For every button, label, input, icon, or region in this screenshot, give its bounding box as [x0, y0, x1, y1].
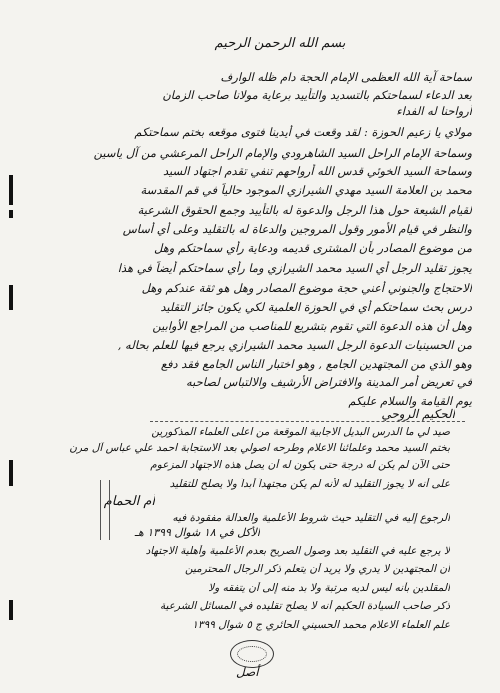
binding-mark	[9, 285, 13, 310]
letter-line: بعد الدعاء لسماحتكم بالتسديد والتأييد برعاية مولانا صاحب الزمان	[162, 88, 472, 102]
signature-line: أم الحمام	[103, 494, 155, 509]
signature-line: على أنه لا يجوز التقليد له لأنه لم يكن مجتهداً أبداً ولا يصلح للتقليد	[169, 478, 450, 490]
signature-line: أن المجتهدين لا يدري ولا يريد أن يتعلم ذكر الرجال المحترمين	[185, 563, 450, 575]
letter-line: مولاي يا زعيم الحوزة : لقد وقعت في أيدينا فتوى موقعه بختم سماحتكم	[134, 125, 472, 139]
letter-line: الاحتجاج والجنوني أعني حجة موضوع المصادر وهل هو ثقة عندكم وهل	[141, 281, 472, 295]
letter-line: درس بحث سماحتكم أي في الحوزة العلمية لكي يكون جائز التقليد	[160, 300, 472, 314]
letter-line: وهو الذي من المجتهدين الجامع , وهو اختبار الناس الجامع فقد دفع	[160, 357, 472, 371]
letter-line: أرواحنا له الفداء	[396, 104, 472, 118]
letter-line: سماحة آية الله العظمى الإمام الحجة دام ظله الوارف	[220, 70, 472, 84]
signature-line: الرجوع إليه في التقليد حيث شروط الأعلمية والعدالة مفقودة فيه	[172, 512, 450, 524]
signature-line: صيد لي ما الدرس البديل الاجابية الموقعة من اعلى العلماء المذكورين	[151, 426, 450, 438]
letter-line: يجوز تقليد الرجل أي السيد محمد الشيرازي وما رأي سماحتكم أيضاً في هذا	[117, 261, 472, 275]
letter-line: لقيام الشيعة حول هذا الرجل والدعوة له بالتأييد وجمع الحقوق الشرعية	[137, 203, 472, 217]
seal-stamp	[230, 640, 274, 668]
binding-mark	[9, 600, 13, 620]
signature-line: حتى الآن لم يكن له درجة حتى يكون له أن يصل هذه الاجتهاد المزعوم	[150, 459, 450, 471]
binding-margin	[0, 0, 22, 693]
letter-line: من الحسينيات الدعوة الرجل السيد محمد الشيرازي يرجع فيها للعلم بحاله ,	[117, 338, 472, 352]
signature-line: لا يرجع عليه في التقليد بعد وصول الصريح بعدم الأعلمية وأهلية الاجتهاد	[145, 545, 450, 557]
footer-note: أصل	[236, 665, 259, 679]
basmala: بسم الله الرحمن الرحيم	[214, 36, 346, 51]
letter-line: وهل أن هذه الدعوة التي تقوم بتشريع للمناصب من المراجع الأوابين	[152, 319, 472, 333]
signature-line: المقلدين بأنه ليس لديه مرتبة ولا بد منه إلى أن يتفقه ولا	[208, 582, 450, 594]
letter-line: والنظر في قيام الأمور وقول المروجين والدعاة له بالتقليد وعلى أي أساس	[122, 222, 472, 236]
signature-line: الأكل في ١٨ شوال ١٣٩٩ هـ	[134, 526, 260, 539]
binding-mark	[9, 210, 13, 218]
binding-mark	[9, 460, 13, 486]
signature-line: ذكر صاحب السيادة الحكيم أنه لا يصلح تقليده في المسائل الشرعية	[159, 600, 450, 612]
letter-line: يوم القيامة والسلام عليكم	[348, 394, 472, 408]
letter-line: في تعريض أمر المدينة والافتراض الأرشيف والالتباس لصاحبه	[185, 375, 472, 389]
divider	[150, 421, 465, 422]
signature-line: علم العلماء الاعلام محمد الحسيني الحائري ج ٥ شوال ١٣٩٩	[192, 619, 450, 631]
signer-right: الحكيم الروحي	[381, 407, 455, 421]
letter-line: من موضوع المصادر بأن المشترى قديمه ودعاية رأي سماحتكم وهل	[154, 241, 472, 255]
letter-line: وسماحة السيد الخوئي قدس الله أرواحهم تنفي تقدم اجتهاد السيد	[162, 164, 472, 178]
binding-mark	[9, 175, 13, 205]
signature-line: بختم السيد محمد وعلمائنا الاعلام وطرحه اصولي بعد الاستجابة احمد علي عباس آل مرن	[69, 442, 450, 454]
letter-line: محمد بن العلامة السيد مهدي الشيرازي الموجود حالياً في قم المقدسة	[140, 183, 472, 197]
letter-line: وسماحة الإمام الراحل السيد الشاهرودي والإمام الراحل المرعشي من آل ياسين	[93, 146, 472, 160]
margin-hatch	[100, 480, 110, 540]
